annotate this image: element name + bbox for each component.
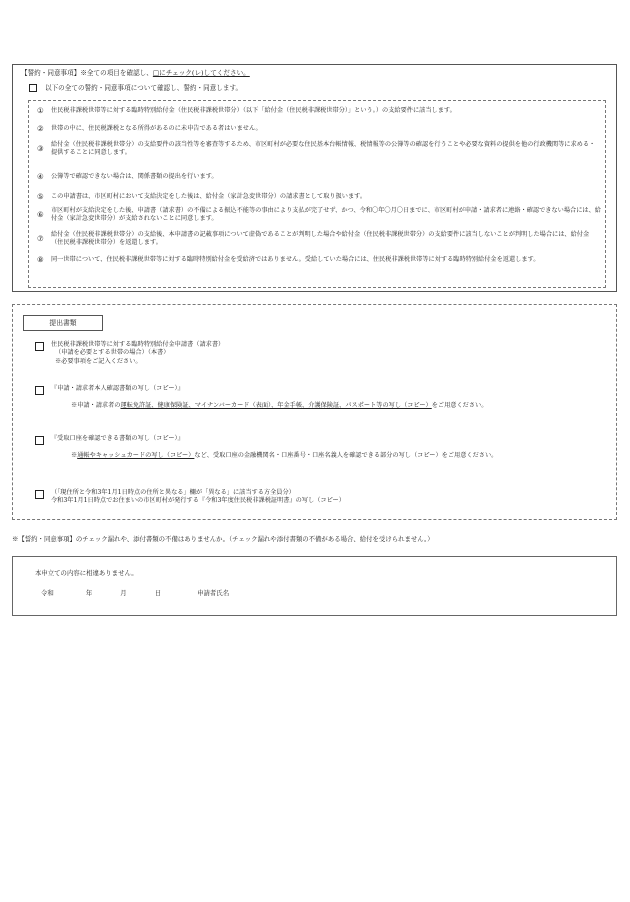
year-label: 年 (85, 589, 93, 597)
era-label: 令和 (41, 589, 54, 597)
document-item-tax-certificate (35, 489, 607, 506)
pledge-items-box (28, 100, 606, 288)
document-title: 令和3年1月1日時点でお住まいの市区町村が発行する『令和3年度住民税非課税証明書』の写し（コピー） (51, 497, 345, 505)
pledge-agree-label: 以下の全ての誓約・同意事項について確認し、誓約・同意します。 (45, 84, 243, 92)
document-note-text: など、受取口座の金融機関名・口座番号・口座名義人を確認できる部分の写し（コピー）をご用意ください。 (194, 452, 498, 460)
pledge-header (21, 69, 250, 78)
documents-title: 提出書類 (23, 315, 103, 331)
pledge-item-text: 住民税非課税世帯等に対する臨時特別給付金（住民税非課税世帯分）（以下「給付金（住民税非課税世帯分）」という。）の支給要件に該当します。 (51, 106, 456, 114)
document-item-id (35, 385, 607, 411)
document-checkbox-application[interactable] (35, 342, 44, 351)
pledge-item-text: 市区町村が支給決定をした後、申請書（請求書）の不備による振込不能等の事由により支払が完了せず、かつ、令和〇年〇月〇日までに、市区町村が申請・請求者に連絡・確認できない場合には、給付金（家計急変世帯分）が支給されないことに同意します。 (51, 207, 601, 223)
check-warning: ※【誓約・同意事項】のチェック漏れや、添付書類の不備はありませんか。（チェック漏れや添付書類の不備がある場合、給付を受けられません。） (12, 535, 434, 543)
pledge-item-text: 同一世帯について、住民税非課税世帯等に対する臨時特別給付金を受給済ではありません。受給していた場合には、住民税非課税世帯等に対する臨時特別給付金を返還します。 (51, 255, 540, 263)
pledge-item (37, 207, 601, 224)
pledge-agree-checkbox[interactable] (29, 84, 37, 92)
pledge-item-number: ⑤ (37, 192, 44, 201)
document-note-text: をご用意ください。 (431, 402, 488, 410)
pledge-item (37, 124, 601, 134)
document-note-text: ※申請・請求者の (71, 402, 121, 410)
pledge-item (37, 255, 601, 265)
document-checkbox-tax-certificate[interactable] (35, 490, 44, 499)
pledge-item-number: ⑦ (37, 234, 44, 244)
document-note: ※必要事項をご記入ください。 (55, 357, 142, 365)
pledge-item (37, 231, 601, 248)
pledge-item (37, 141, 601, 158)
document-subtitle: （申請を必要とする世帯の場合）（本書） (55, 349, 170, 357)
pledge-item-text: 公簿等で確認できない場合は、関係書類の提出を行います。 (51, 172, 218, 180)
pledge-item-text: 給付金（住民税非課税世帯分）の支給要件の該当性等を審査等するため、市区町村が必要な住民基本台帳情報、税情報等の公簿等の確認を行うことや必要な資料の提供を他の行政機関等に求める・提供することに同意します。 (51, 141, 596, 157)
pledge-item-text: この申請書は、市区町村において支給決定をした後は、給付金（家計急変世帯分）の請求書として取り扱います。 (51, 192, 367, 200)
document-checkbox-id[interactable] (35, 386, 44, 395)
document-note (71, 452, 561, 460)
document-note-underlined: 運転免許証、健康保険証、マイナンバーカード（表面）、年金手帳、介護保険証、パスポート等の写し（コピー） (120, 402, 432, 410)
applicant-name-label: 申請者氏名 (197, 589, 230, 597)
document-note-underlined: 通帳やキャッシュカードの写し（コピー） (77, 452, 195, 460)
document-item-account (35, 435, 607, 461)
confirmation-statement: 本申立ての内容に相違ありません。 (35, 569, 138, 577)
pledge-item-number: ③ (37, 144, 44, 154)
pledge-item (37, 192, 601, 202)
pledge-item-text: 給付金（住民税非課税世帯分）の支給後、本申請書の記載事項について虚偽であることが判明した場合や給付金（住民税非課税世帯分）の支給要件に該当しないことが判明した場合には、給付金（住民税非課税世帯分）を返還します。 (51, 231, 590, 247)
document-condition: （「現住所と令和3年1月1日時点の住所と異なる」欄が「異なる」に該当する方全員分） (51, 489, 295, 496)
pledge-item-number: ⑧ (37, 255, 44, 264)
pledge-check-row (29, 84, 242, 93)
document-note-text: ※ (71, 452, 78, 460)
document-checkbox-account[interactable] (35, 436, 44, 445)
pledge-section (12, 64, 617, 292)
pledge-item (37, 172, 601, 182)
confirmation-section (12, 556, 617, 616)
pledge-item-number: ① (37, 106, 44, 115)
pledge-item-text: 世帯の中に、住民税課税となる所得があるのに未申告である者はいません。 (51, 124, 262, 132)
pledge-header-text: 【誓約・同意事項】※全ての項目を確認し、 (21, 69, 153, 77)
pledge-item-number: ⑥ (37, 210, 44, 220)
pledge-item-number: ② (37, 124, 44, 133)
documents-section (12, 304, 617, 520)
pledge-item (37, 106, 601, 116)
pledge-header-instruction: □にチェック(レ)してください。 (152, 69, 250, 77)
pledge-item-number: ④ (37, 172, 44, 181)
day-label: 日 (154, 589, 162, 597)
document-title: 『申請・請求者本人確認書類の写し（コピー）』 (51, 385, 184, 392)
document-item-application (35, 341, 607, 366)
document-note (71, 402, 607, 410)
month-label: 月 (120, 589, 127, 597)
document-title: 住民税非課税世帯等に対する臨時特別給付金申請書（請求書） (51, 341, 225, 348)
date-signature-row (41, 589, 229, 598)
document-title: 『受取口座を確認できる書類の写し（コピー）』 (51, 435, 184, 442)
